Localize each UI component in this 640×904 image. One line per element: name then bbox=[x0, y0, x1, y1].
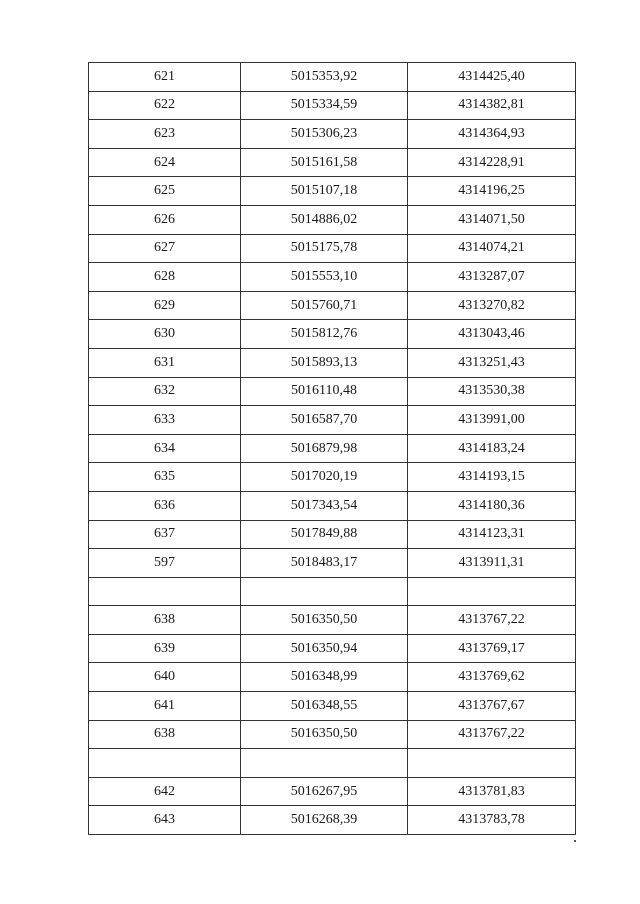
x-coordinate-cell: 5016267,95 bbox=[241, 777, 408, 806]
point-number-cell: 631 bbox=[89, 348, 241, 377]
point-number-cell: 626 bbox=[89, 205, 241, 234]
point-number-cell: 624 bbox=[89, 148, 241, 177]
y-coordinate-cell bbox=[408, 749, 576, 778]
table-row bbox=[89, 205, 576, 234]
x-coordinate-cell: 5015334,59 bbox=[241, 91, 408, 120]
table-row bbox=[89, 263, 576, 292]
table-row bbox=[89, 320, 576, 349]
table-row bbox=[89, 520, 576, 549]
point-number-cell: 636 bbox=[89, 491, 241, 520]
table-row bbox=[89, 663, 576, 692]
x-coordinate-cell: 5016350,50 bbox=[241, 720, 408, 749]
table-row bbox=[89, 291, 576, 320]
table-row bbox=[89, 63, 576, 92]
point-number-cell: 634 bbox=[89, 434, 241, 463]
y-coordinate-cell: 4313769,62 bbox=[408, 663, 576, 692]
x-coordinate-cell: 5016348,99 bbox=[241, 663, 408, 692]
point-number-cell: 630 bbox=[89, 320, 241, 349]
x-coordinate-cell: 5018483,17 bbox=[241, 549, 408, 578]
y-coordinate-cell: 4313991,00 bbox=[408, 406, 576, 435]
table-row bbox=[89, 348, 576, 377]
x-coordinate-cell bbox=[241, 749, 408, 778]
table-row bbox=[89, 434, 576, 463]
x-coordinate-cell: 5017343,54 bbox=[241, 491, 408, 520]
table-row bbox=[89, 406, 576, 435]
x-coordinate-cell: 5015175,78 bbox=[241, 234, 408, 263]
y-coordinate-cell: 4314196,25 bbox=[408, 177, 576, 206]
y-coordinate-cell: 4314074,21 bbox=[408, 234, 576, 263]
y-coordinate-cell: 4313287,07 bbox=[408, 263, 576, 292]
table-row bbox=[89, 549, 576, 578]
x-coordinate-cell: 5016348,55 bbox=[241, 692, 408, 721]
y-coordinate-cell: 4313767,22 bbox=[408, 720, 576, 749]
y-coordinate-cell: 4313251,43 bbox=[408, 348, 576, 377]
table-row bbox=[89, 120, 576, 149]
point-number-cell: 627 bbox=[89, 234, 241, 263]
x-coordinate-cell: 5017020,19 bbox=[241, 463, 408, 492]
point-number-cell: 635 bbox=[89, 463, 241, 492]
table-row bbox=[89, 806, 576, 835]
table-row bbox=[89, 577, 576, 606]
y-coordinate-cell: 4313769,17 bbox=[408, 634, 576, 663]
x-coordinate-cell: 5015353,92 bbox=[241, 63, 408, 92]
y-coordinate-cell: 4313043,46 bbox=[408, 320, 576, 349]
point-number-cell: 621 bbox=[89, 63, 241, 92]
y-coordinate-cell: 4314180,36 bbox=[408, 491, 576, 520]
x-coordinate-cell bbox=[241, 577, 408, 606]
x-coordinate-cell: 5015893,13 bbox=[241, 348, 408, 377]
y-coordinate-cell: 4313781,83 bbox=[408, 777, 576, 806]
y-coordinate-cell: 4314071,50 bbox=[408, 205, 576, 234]
table-row bbox=[89, 177, 576, 206]
y-coordinate-cell: 4314123,31 bbox=[408, 520, 576, 549]
y-coordinate-cell: 4313270,82 bbox=[408, 291, 576, 320]
x-coordinate-cell: 5015107,18 bbox=[241, 177, 408, 206]
point-number-cell: 638 bbox=[89, 720, 241, 749]
point-number-cell: 625 bbox=[89, 177, 241, 206]
y-coordinate-cell: 4314193,15 bbox=[408, 463, 576, 492]
point-number-cell bbox=[89, 577, 241, 606]
point-number-cell: 629 bbox=[89, 291, 241, 320]
x-coordinate-cell: 5016110,48 bbox=[241, 377, 408, 406]
x-coordinate-cell: 5016879,98 bbox=[241, 434, 408, 463]
table-row bbox=[89, 463, 576, 492]
point-number-cell: 633 bbox=[89, 406, 241, 435]
table-row bbox=[89, 491, 576, 520]
point-number-cell bbox=[89, 749, 241, 778]
table-row bbox=[89, 634, 576, 663]
y-coordinate-cell: 4313767,67 bbox=[408, 692, 576, 721]
x-coordinate-cell: 5015306,23 bbox=[241, 120, 408, 149]
x-coordinate-cell: 5016268,39 bbox=[241, 806, 408, 835]
table-row bbox=[89, 777, 576, 806]
y-coordinate-cell: 4313783,78 bbox=[408, 806, 576, 835]
y-coordinate-cell: 4314364,93 bbox=[408, 120, 576, 149]
point-number-cell: 642 bbox=[89, 777, 241, 806]
point-number-cell: 639 bbox=[89, 634, 241, 663]
table-row bbox=[89, 606, 576, 635]
point-number-cell: 628 bbox=[89, 263, 241, 292]
x-coordinate-cell: 5015553,10 bbox=[241, 263, 408, 292]
point-number-cell: 641 bbox=[89, 692, 241, 721]
y-coordinate-cell: 4313911,31 bbox=[408, 549, 576, 578]
table-row bbox=[89, 377, 576, 406]
y-coordinate-cell: 4314183,24 bbox=[408, 434, 576, 463]
x-coordinate-cell: 5016587,70 bbox=[241, 406, 408, 435]
coordinates-table bbox=[88, 62, 576, 835]
x-coordinate-cell: 5016350,50 bbox=[241, 606, 408, 635]
table-row bbox=[89, 91, 576, 120]
point-number-cell: 640 bbox=[89, 663, 241, 692]
x-coordinate-cell: 5015812,76 bbox=[241, 320, 408, 349]
y-coordinate-cell: 4314425,40 bbox=[408, 63, 576, 92]
y-coordinate-cell: 4313530,38 bbox=[408, 377, 576, 406]
x-coordinate-cell: 5015161,58 bbox=[241, 148, 408, 177]
table-row bbox=[89, 749, 576, 778]
y-coordinate-cell: 4313767,22 bbox=[408, 606, 576, 635]
coordinates-table-container bbox=[88, 62, 575, 835]
y-coordinate-cell: 4314382,81 bbox=[408, 91, 576, 120]
point-number-cell: 643 bbox=[89, 806, 241, 835]
point-number-cell: 597 bbox=[89, 549, 241, 578]
scan-artifact-mark bbox=[574, 840, 576, 842]
coordinates-table-body bbox=[89, 63, 576, 835]
point-number-cell: 638 bbox=[89, 606, 241, 635]
table-row bbox=[89, 234, 576, 263]
point-number-cell: 622 bbox=[89, 91, 241, 120]
x-coordinate-cell: 5017849,88 bbox=[241, 520, 408, 549]
x-coordinate-cell: 5016350,94 bbox=[241, 634, 408, 663]
point-number-cell: 632 bbox=[89, 377, 241, 406]
x-coordinate-cell: 5015760,71 bbox=[241, 291, 408, 320]
table-row bbox=[89, 148, 576, 177]
table-row bbox=[89, 720, 576, 749]
y-coordinate-cell: 4314228,91 bbox=[408, 148, 576, 177]
x-coordinate-cell: 5014886,02 bbox=[241, 205, 408, 234]
table-row bbox=[89, 692, 576, 721]
y-coordinate-cell bbox=[408, 577, 576, 606]
point-number-cell: 623 bbox=[89, 120, 241, 149]
point-number-cell: 637 bbox=[89, 520, 241, 549]
